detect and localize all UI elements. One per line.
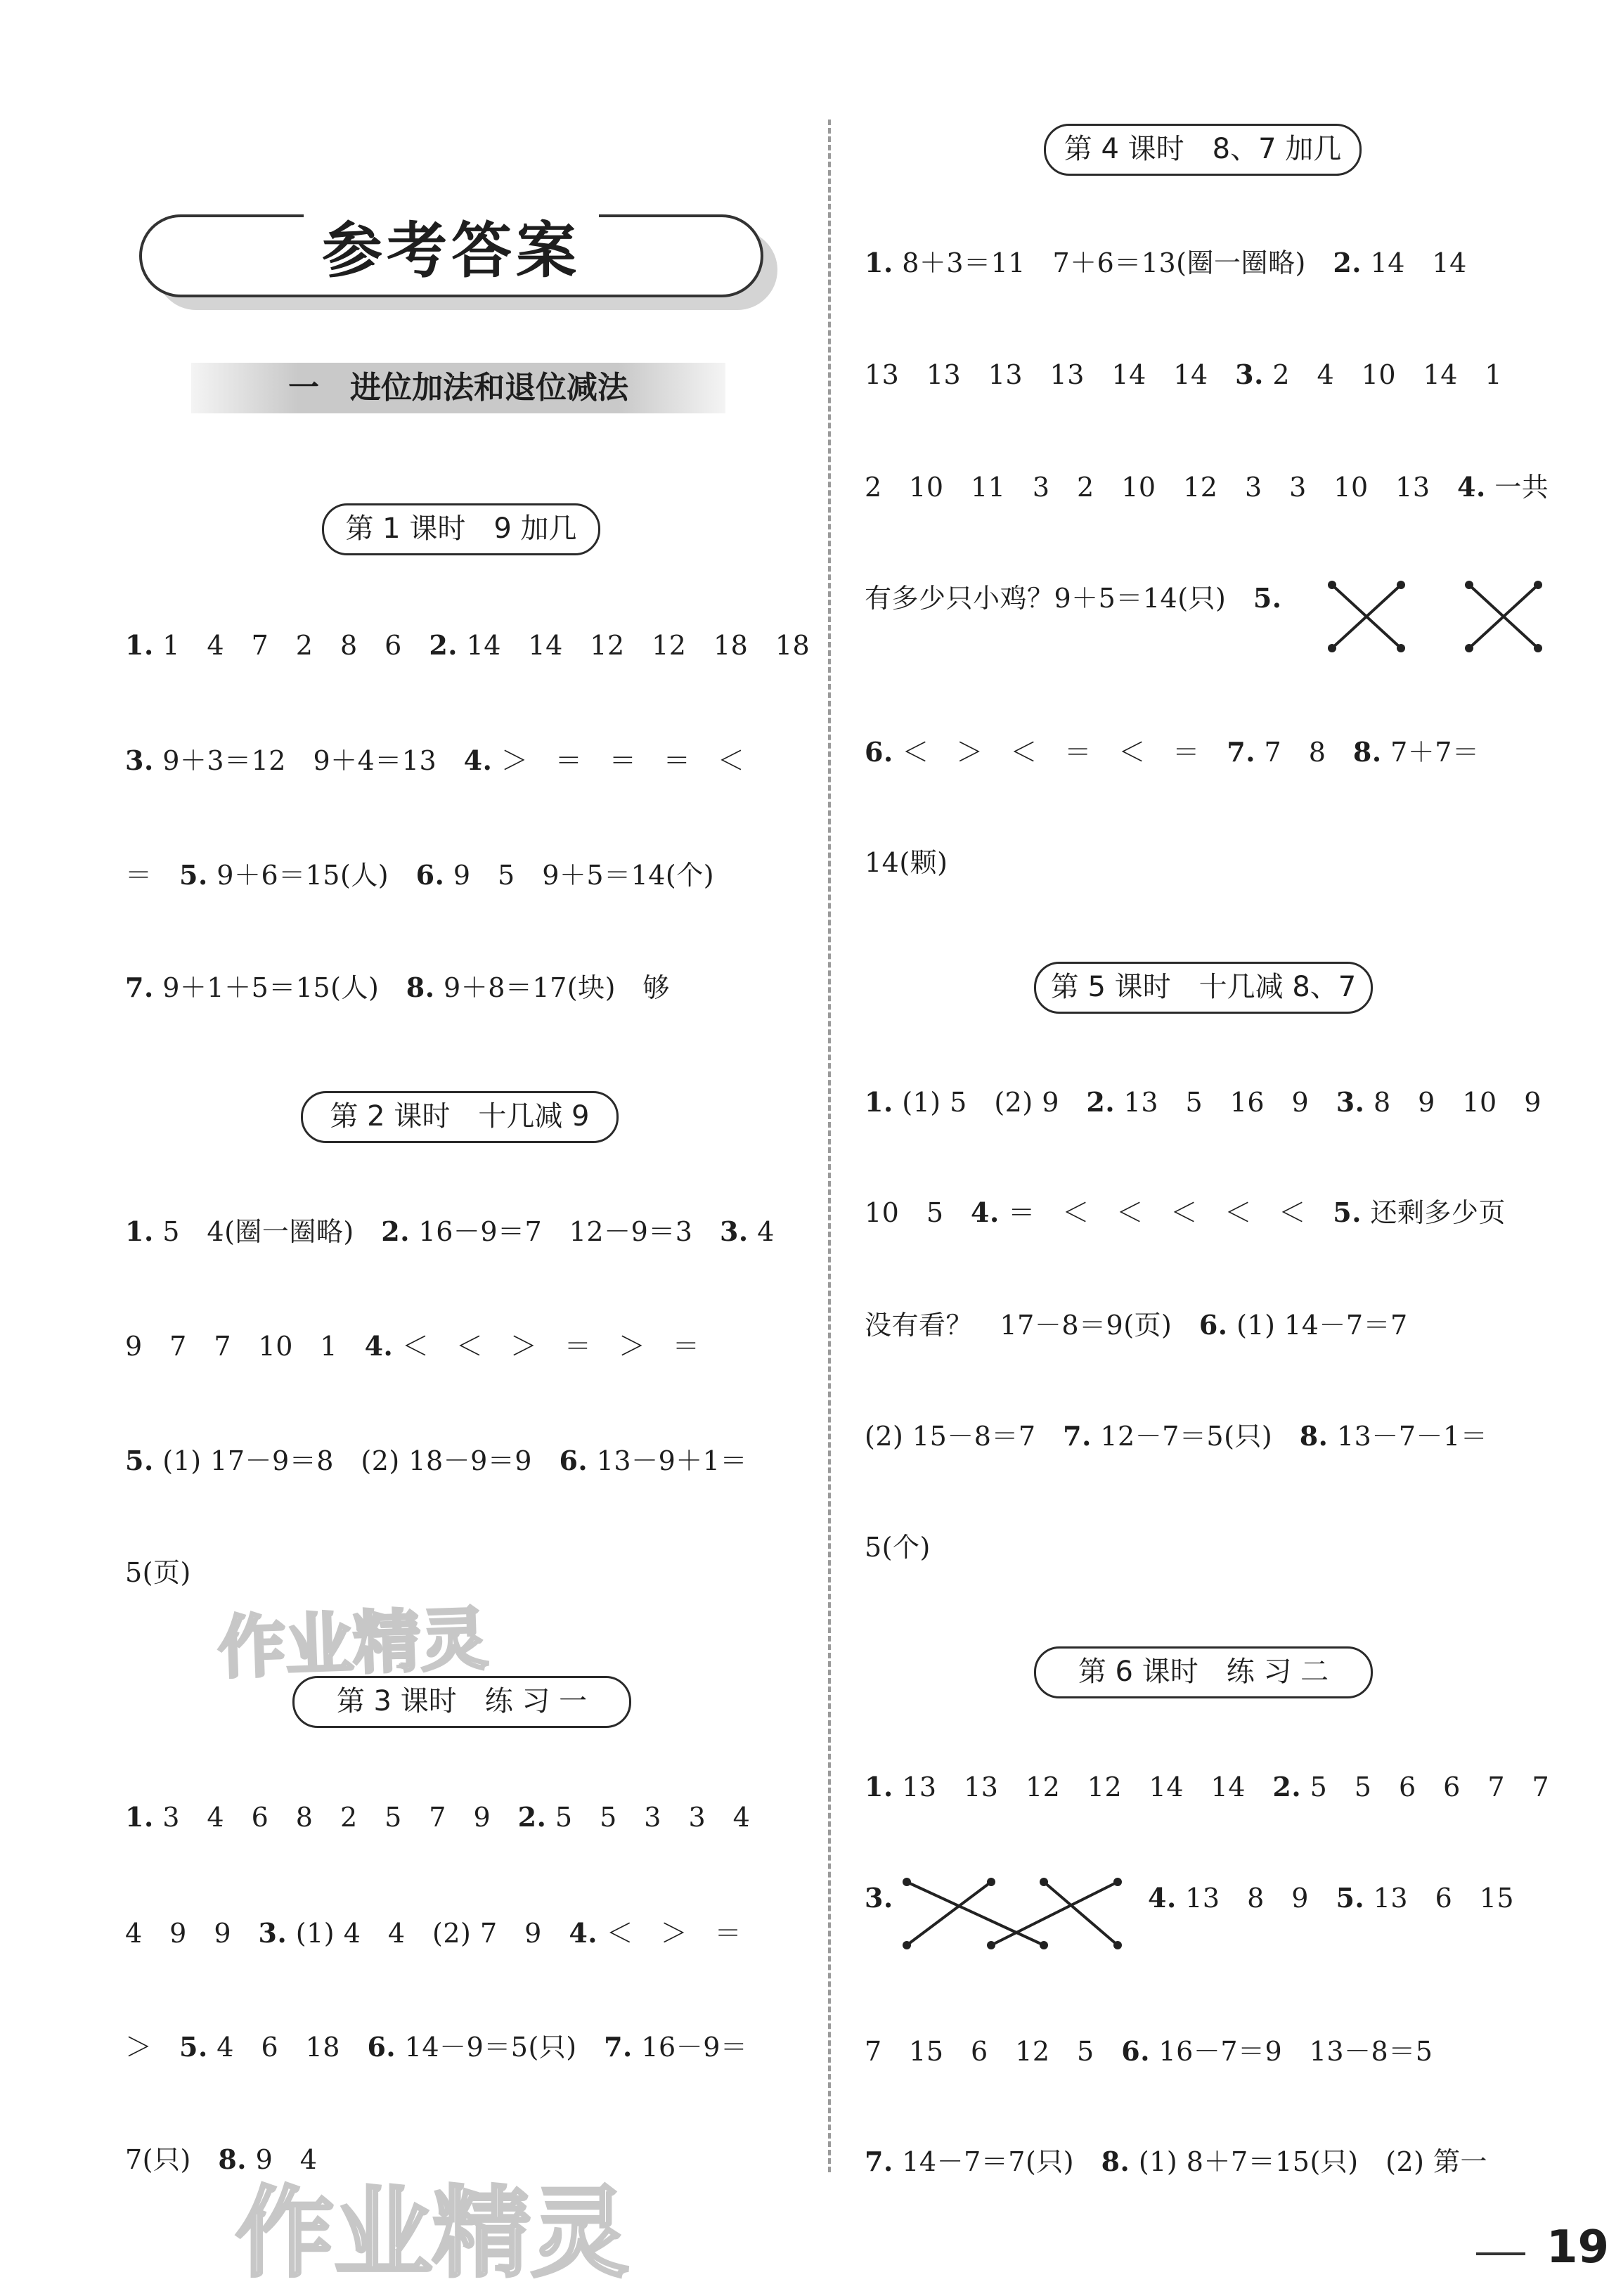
- column-divider: [828, 120, 831, 2172]
- answer-line: 4 9 9 3. (1) 4 4 (2) 7 9 4. ＜ ＞ ＝: [125, 1917, 742, 1949]
- answer-line: 5(页): [125, 1557, 191, 1588]
- matching-lines-figure: [1325, 578, 1409, 657]
- answer-line: 5(个): [865, 1532, 931, 1563]
- answer-line: 有多少只小鸡？9＋5＝14(只) 5.: [865, 582, 1282, 614]
- lesson-3-heading: 第 3 课时 练 习 一: [292, 1676, 631, 1728]
- matching-lines-figure: [1462, 578, 1546, 657]
- right-column: [833, 0, 1585, 2278]
- answer-line: 1. 13 13 12 12 14 14 2. 5 5 6 6 7 7: [865, 1771, 1550, 1802]
- answer-line: 6. ＜ ＞ ＜ ＝ ＜ ＝ 7. 7 8 8. 7＋7＝: [865, 736, 1480, 768]
- answer-line: 1. 5 4(圈一圈略) 2. 16－9＝7 12－9＝3 3. 4: [125, 1215, 775, 1247]
- lesson-2-heading: 第 2 课时 十几减 9: [301, 1091, 619, 1143]
- watermark-text: 作业精灵: [217, 1599, 490, 1688]
- answer-line: 14(颗): [865, 847, 948, 878]
- page-number-dash: [1476, 2252, 1525, 2255]
- section-heading: 一 进位加法和退位减法: [191, 363, 725, 413]
- matching-lines-figure: [900, 1873, 1125, 1958]
- answer-line: 7. 14－7＝7(只) 8. (1) 8＋7＝15(只) (2) 第一: [865, 2146, 1488, 2177]
- lesson-6-heading: 第 6 课时 练 习 二: [1034, 1646, 1373, 1698]
- answer-line: 3.: [865, 1882, 893, 1914]
- answer-line: (2) 15－8＝7 7. 12－7＝5(只) 8. 13－7－1＝: [865, 1420, 1488, 1452]
- answer-line: 1. 3 4 6 8 2 5 7 9 2. 5 5 3 3 4: [125, 1801, 751, 1833]
- answer-line: 13 13 13 13 14 14 3. 2 4 10 14 1: [865, 359, 1503, 390]
- answer-line: 1. 8＋3＝11 7＋6＝13(圈一圈略) 2. 14 14: [865, 247, 1467, 278]
- answer-line: 2 10 11 3 2 10 12 3 3 10 13 4. 一共: [865, 471, 1549, 503]
- answer-line: ＝ 5. 9＋6＝15(人) 6. 9 5 9＋5＝14(个): [125, 859, 715, 891]
- answer-line: 7 15 6 12 5 6. 16－7＝9 13－8＝5: [865, 2035, 1433, 2067]
- answer-line: 1. 1 4 7 2 8 6 2. 14 14 12 12 18 18: [125, 629, 810, 661]
- answer-line: 没有看？ 17－8＝9(页) 6. (1) 14－7＝7: [865, 1309, 1408, 1341]
- answer-line: 7(只) 8. 9 4: [125, 2143, 318, 2175]
- title-box: [139, 214, 763, 297]
- answer-line: 9 7 7 10 1 4. ＜ ＜ ＞ ＝ ＞ ＝: [125, 1330, 700, 1362]
- answer-line: 7. 9＋1＋5＝15(人) 8. 9＋8＝17(块) 够: [125, 972, 670, 1003]
- answer-line: 4. 13 8 9 5. 13 6 15: [1148, 1882, 1515, 1914]
- lesson-4-heading: 第 4 课时 8、7 加几: [1044, 124, 1362, 176]
- watermark-text: 作业精灵: [235, 2176, 630, 2291]
- answer-line: 3. 9＋3＝12 9＋4＝13 4. ＞ ＝ ＝ ＝ ＜: [125, 744, 745, 776]
- answer-line: 1. (1) 5 (2) 9 2. 13 5 16 9 3. 8 9 10 9: [865, 1086, 1542, 1118]
- page-title: 参考答案: [304, 209, 599, 293]
- lesson-5-heading: 第 5 课时 十几减 8、7: [1034, 962, 1373, 1014]
- answer-line: 10 5 4. ＝ ＜ ＜ ＜ ＜ ＜ 5. 还剩多少页: [865, 1197, 1506, 1228]
- page-number: 19: [1546, 2221, 1609, 2274]
- answer-line: ＞ 5. 4 6 18 6. 14－9＝5(只) 7. 16－9＝: [125, 2031, 748, 2063]
- lesson-1-heading: 第 1 课时 9 加几: [322, 503, 600, 555]
- answer-line: 5. (1) 17－9＝8 (2) 18－9＝9 6. 13－9＋1＝: [125, 1445, 747, 1476]
